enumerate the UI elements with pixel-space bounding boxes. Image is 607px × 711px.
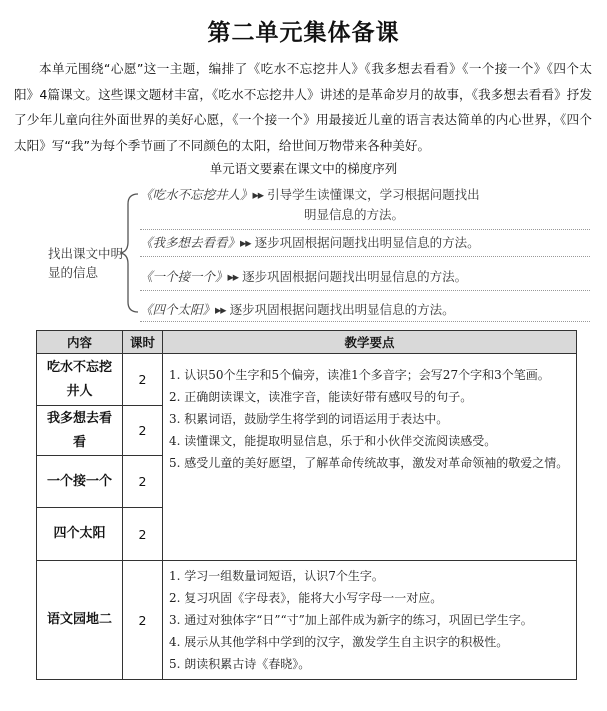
gradient-title: 单元语文要素在课文中的梯度序列 xyxy=(209,161,398,176)
lesson-hours: 2 xyxy=(123,354,163,406)
header-content: 内容 xyxy=(37,331,123,354)
lesson-hours: 2 xyxy=(123,508,163,561)
lesson-name: 一个接一个 xyxy=(37,456,123,508)
lesson-name: 语文园地二 xyxy=(37,561,123,680)
gradient-text: 逐步巩固根据问题找出明显信息的方法。 xyxy=(229,302,455,317)
divider xyxy=(140,256,590,257)
gradient-lesson: 《吃水不忘挖井人》 xyxy=(140,187,253,202)
gradient-row-4 xyxy=(140,300,599,318)
lesson-name: 吃水不忘挖井人 xyxy=(37,354,123,406)
table-row xyxy=(37,561,577,680)
gradient-row-1 xyxy=(140,185,599,225)
header-key-points: 教学要点 xyxy=(163,331,577,354)
header-hours: 课时 xyxy=(123,331,163,354)
key-point: 4. 读懂课文，能提取明显信息，乐于和小伙伴交流阅读感受。 xyxy=(169,434,497,448)
key-point: 1. 认识50个生字和5个偏旁，读准1个多音字；会写27个字和3个笔画。 xyxy=(169,368,550,382)
lesson-hours: 2 xyxy=(123,406,163,456)
lesson-name: 我多想去看看 xyxy=(37,406,123,456)
gradient-text-cont: 明显信息的方法。 xyxy=(304,207,405,222)
brace-icon xyxy=(118,190,140,316)
gradient-text: 逐步巩固根据问题找出明显信息的方法。 xyxy=(254,235,480,250)
key-point: 4. 展示从其他学科中学到的汉字，激发学生自主识字的积极性。 xyxy=(169,635,509,649)
arrow-icon: ▸▸ xyxy=(252,187,264,202)
arrow-icon: ▸▸ xyxy=(215,302,226,317)
table-header-row xyxy=(37,331,577,354)
lesson-hours: 2 xyxy=(123,456,163,508)
page-title: 第二单元集体备课 xyxy=(207,20,400,46)
divider xyxy=(140,229,590,230)
key-point: 1. 学习一组数量词短语，认识7个生字。 xyxy=(169,569,384,583)
key-point: 2. 复习巩固《字母表》，能将大小写字母一一对应。 xyxy=(169,591,443,605)
intro-paragraph: 本单元围绕“心愿”这一主题，编排了《吃水不忘挖井人》《我多想去看看》《一个接一个》《四个太阳》4篇课文。这些课文题材丰富，《吃水不忘挖井人》讲述的是革命岁月的故事，《我多想去看看》抒发了少年儿童向往外面世界的美好心愿，《一个接一个》用最接近儿童的语言表达简单的内心世界，《四个太阳》写“我”为每个季节画了不同颜色的太阳，给世间万物带来各种美好。 xyxy=(14,61,592,153)
lesson-hours: 2 xyxy=(123,561,163,680)
shared-key-points xyxy=(163,354,577,561)
arrow-icon: ▸▸ xyxy=(240,235,251,250)
arrow-icon: ▸▸ xyxy=(227,269,239,284)
lesson-name: 四个太阳 xyxy=(37,508,123,561)
gradient-lesson: 《四个太阳》 xyxy=(140,302,216,317)
gradient-lesson: 《一个接一个》 xyxy=(140,269,228,284)
gradient-text: 引导学生读懂课文，学习根据问题找出 xyxy=(267,187,480,202)
divider xyxy=(140,321,590,322)
garden-key-points xyxy=(163,561,577,680)
key-point: 5. 感受儿童的美好愿望，了解革命传统故事，激发对革命领袖的敬爱之情。 xyxy=(169,456,569,470)
key-point: 5. 朗读积累古诗《春晓》。 xyxy=(169,657,311,671)
teaching-plan-table xyxy=(36,330,577,680)
language-element-label: 找出课文中明显的信息 xyxy=(48,246,124,280)
divider xyxy=(140,290,590,291)
gradient-text: 逐步巩固根据问题找出明显信息的方法。 xyxy=(242,269,468,284)
gradient-lesson: 《我多想去看看》 xyxy=(140,235,241,250)
table-row xyxy=(37,354,577,406)
key-point: 3. 通过对独体字“日”“寸”加上部件成为新字的练习，巩固已学生字。 xyxy=(169,613,533,627)
gradient-row-3 xyxy=(140,267,599,285)
key-point: 3. 积累词语，鼓励学生将学到的词语运用于表达中。 xyxy=(169,412,449,426)
gradient-row-2 xyxy=(140,233,599,251)
key-point: 2. 正确朗读课文，读准字音，能读好带有感叹号的句子。 xyxy=(169,390,473,404)
